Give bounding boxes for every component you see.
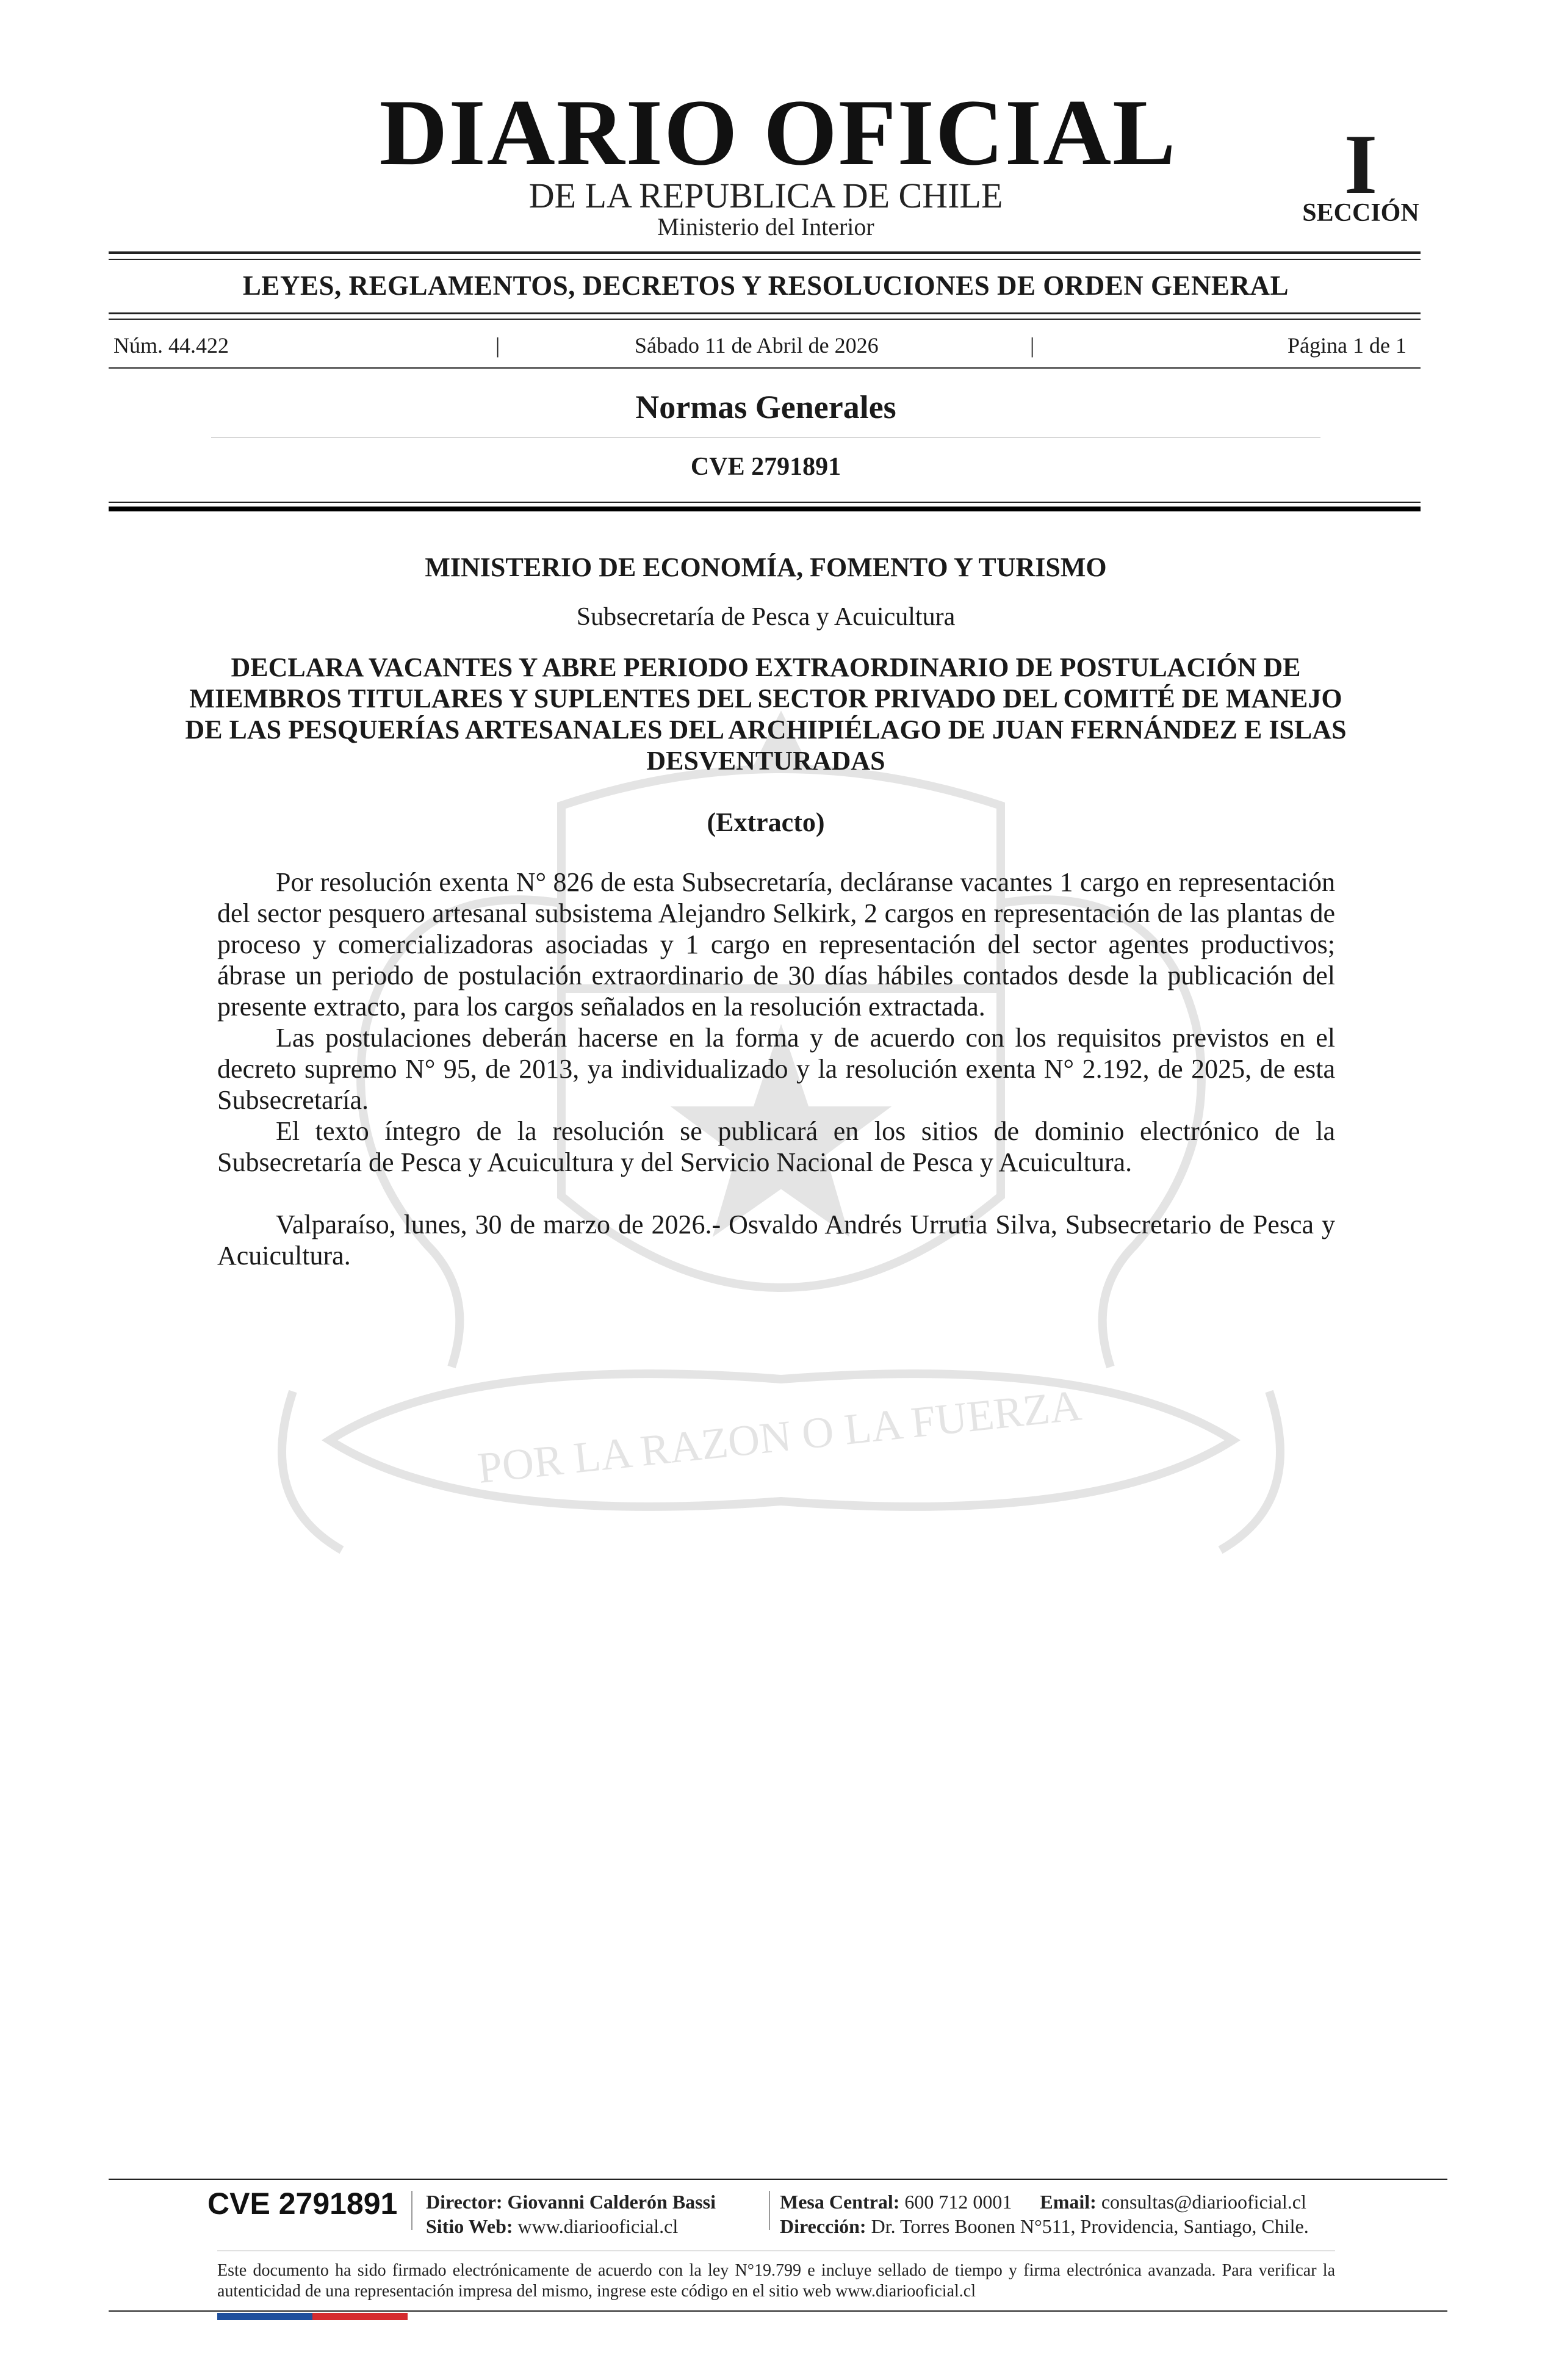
footer-divider — [769, 2191, 770, 2230]
website-label: Sitio Web: — [426, 2215, 513, 2237]
section-heading: Normas Generales — [635, 389, 896, 425]
footer-address — [780, 2216, 1309, 2236]
watermark-motto: POR LA RAZON O LA FUERZA — [475, 1380, 1084, 1493]
director-label: Director: — [426, 2191, 503, 2213]
footer-divider — [411, 2191, 412, 2230]
footer-notice: Este documento ha sido firmado electrónicamente de acuerdo con la ley N°19.799 e incluye sellado de tiempo y firma electrónica avanzada. Para verificar la autenticidad de una representación impresa del mismo, ingrese este código en el sitio web www.diariooficial.cl — [217, 2261, 1335, 2301]
cve-code: CVE 2791891 — [690, 453, 841, 481]
footer-rule-bottom — [109, 2310, 1447, 2312]
page-indicator: Página 1 de 1 — [1288, 333, 1407, 358]
website-link[interactable]: www.diariooficial.cl — [517, 2215, 679, 2237]
header-rule-top-thin — [109, 259, 1421, 260]
section-label: SECCIÓN — [1302, 199, 1419, 227]
body-rule-thick — [109, 507, 1421, 511]
section-number: I — [1344, 117, 1378, 212]
footer-cve-code: CVE 2791891 — [207, 2187, 398, 2221]
subsecretaria-name: Subsecretaría de Pesca y Acuicultura — [576, 603, 956, 631]
header-rule-top — [109, 251, 1421, 254]
decree-title: DECLARA VACANTES Y ABRE PERIODO EXTRAORDINARIO DE POSTULACIÓN DE MIEMBROS TITULARES Y SUPLENTES DEL SECTOR PRIVADO DEL COMITÉ DE MANEJO DE LAS PESQUERÍAS ARTESANALES DEL ARCHIPIÉLAGO DE JUAN FERNÁNDEZ E ISLAS DESVENTURADAS — [185, 652, 1347, 776]
paragraph: Por resolución exenta N° 826 de esta Subsecretaría, decláranse vacantes 1 cargo en representación del sector pesquero artesanal subsistema Alejandro Selkirk, 2 cargos en representación de las plantas de proceso y comercializadoras asociadas y 1 cargo en representación del sector agentes productivos; ábrase un periodo de postulación extraordinario de 30 días hábiles contados desde la publicación del presente extracto, para los cargos señalados en la resolución extractada. — [217, 867, 1335, 1022]
signature-paragraph: Valparaíso, lunes, 30 de marzo de 2026.- Osvaldo Andrés Urrutia Silva, Subsecretario de Pesca y Acuicultura. — [217, 1210, 1335, 1271]
phone-number: 600 712 0001 — [904, 2191, 1012, 2213]
body-rule-thin — [109, 502, 1421, 503]
masthead-title: DIARIO OFICIAL — [379, 80, 1177, 185]
masthead-subtitle: DE LA REPUBLICA DE CHILE — [528, 176, 1003, 215]
email-label: Email: — [1040, 2191, 1097, 2213]
issue-number: Núm. 44.422 — [113, 333, 229, 358]
ministry-name: MINISTERIO DE ECONOMÍA, FOMENTO Y TURISMO — [425, 552, 1107, 582]
document-body — [217, 867, 1335, 1271]
address-text: Dr. Torres Boonen N°511, Providencia, Santiago, Chile. — [871, 2215, 1309, 2237]
footer-website — [426, 2216, 678, 2236]
footer-contact — [780, 2192, 1306, 2212]
director-name: Giovanni Calderón Bassi — [507, 2191, 716, 2213]
masthead-ministry: Ministerio del Interior — [657, 213, 874, 240]
footer-director — [426, 2192, 716, 2212]
phone-label: Mesa Central: — [780, 2191, 900, 2213]
meta-rule — [109, 367, 1421, 369]
paragraph: El texto íntegro de la resolución se publicará en los sitios de dominio electrónico de la Subsecretaría de Pesca y Acuicultura y del Servicio Nacional de Pesca y Acuicultura. — [217, 1116, 1335, 1177]
laws-line: LEYES, REGLAMENTOS, DECRETOS Y RESOLUCIONES DE ORDEN GENERAL — [242, 270, 1289, 301]
paragraph: Las postulaciones deberán hacerse en la forma y de acuerdo con los requisitos previstos en el decreto supremo N° 95, de 2013, ya individualizado y la resolución exenta N° 2.192, de 2025, de esta Subsecretaría. — [217, 1023, 1335, 1115]
header-rule-mid — [109, 312, 1421, 314]
meta-separator: | — [495, 333, 500, 358]
email-link[interactable]: consultas@diariooficial.cl — [1101, 2191, 1306, 2213]
issue-date: Sábado 11 de Abril de 2026 — [635, 333, 879, 358]
section-heading-rule — [211, 437, 1320, 438]
footer-rule-top — [109, 2179, 1447, 2180]
flag-stripe-blue — [217, 2313, 312, 2320]
flag-stripe-red — [312, 2313, 408, 2320]
header-rule-mid-thin — [109, 319, 1421, 320]
meta-separator: | — [1030, 333, 1035, 358]
address-label: Dirección: — [780, 2215, 866, 2237]
extract-label: (Extracto) — [707, 807, 825, 837]
